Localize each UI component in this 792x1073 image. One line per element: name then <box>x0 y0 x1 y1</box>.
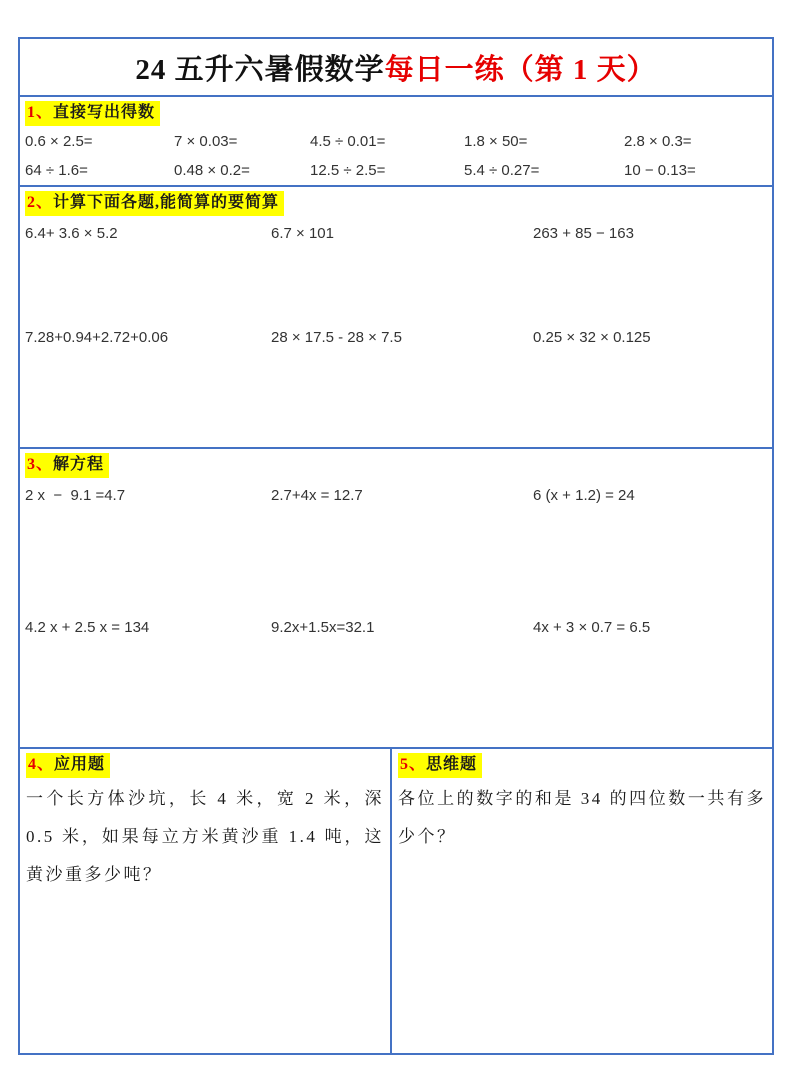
section-1-direct-answers <box>20 97 772 187</box>
section-4-header <box>26 753 110 778</box>
problem: 263 + 85 − 163 <box>533 225 634 242</box>
section-1-header <box>25 101 160 126</box>
problem: 10 − 0.13= <box>624 162 696 179</box>
section-3-title: 解方程 <box>53 456 105 473</box>
problem: 2.8 × 0.3= <box>624 133 692 150</box>
problem: 0.6 × 2.5= <box>25 133 93 150</box>
problem: 5.4 ÷ 0.27= <box>464 162 540 179</box>
section-4-title: 应用题 <box>54 756 106 773</box>
page-title-black: 24 五升六暑假数学 <box>135 53 385 86</box>
worksheet-table <box>18 37 774 1055</box>
section-1-row-2 <box>25 158 767 184</box>
section-2-row-1 <box>25 221 767 247</box>
section-1-number: 1、 <box>27 104 54 121</box>
section-2-number: 2、 <box>27 194 54 211</box>
problem: 64 ÷ 1.6= <box>25 162 88 179</box>
section-3-row-2 <box>25 615 767 641</box>
section-5-header <box>398 753 482 778</box>
problem: 6 (x + 1.2) = 24 <box>533 487 635 504</box>
section-5-number: 5、 <box>400 756 427 773</box>
problem: 6.4+ 3.6 × 5.2 <box>25 225 118 242</box>
section-2-row-2 <box>25 325 767 351</box>
problem: 4x + 3 × 0.7 = 6.5 <box>533 619 651 636</box>
page-title-red: 每日一练（第 1 天） <box>384 53 657 86</box>
section-2-calculation <box>20 187 772 449</box>
problem: 4.2 x + 2.5 x = 134 <box>25 619 150 636</box>
problem: 0.48 × 0.2= <box>174 162 250 179</box>
problem: 0.25 × 32 × 0.125 <box>533 329 651 346</box>
problem: 2.7+4x = 12.7 <box>271 487 363 504</box>
section-3-header <box>25 453 109 478</box>
section-4-5-row <box>20 749 772 1053</box>
problem: 28 × 17.5 - 28 × 7.5 <box>271 329 402 346</box>
problem: 1.8 × 50= <box>464 133 528 150</box>
section-2-header <box>25 191 284 216</box>
problem: 2 x − 9.1 =4.7 <box>25 487 126 504</box>
problem: 4.5 ÷ 0.01= <box>310 133 386 150</box>
section-4-text: 一个长方体沙坑，长 4 米，宽 2 米，深 0.5 米，如果每立方米黄沙重 1.4 吨，这黄沙重多少吨？ <box>26 789 384 884</box>
section-3-row-1 <box>25 483 767 509</box>
section-4-number: 4、 <box>28 756 55 773</box>
problem: 12.5 ÷ 2.5= <box>310 162 386 179</box>
section-5-thinking-problem <box>392 749 772 1053</box>
problem: 9.2x+1.5x=32.1 <box>271 619 375 636</box>
title-row <box>20 39 772 97</box>
section-5-title: 思维题 <box>426 756 478 773</box>
section-4-word-problem <box>20 749 392 1053</box>
section-3-number: 3、 <box>27 456 54 473</box>
section-1-title: 直接写出得数 <box>53 104 156 121</box>
section-1-row-1 <box>25 129 767 155</box>
section-5-text: 各位上的数字的和是 34 的四位数一共有多少个？ <box>398 789 766 846</box>
problem: 7 × 0.03= <box>174 133 238 150</box>
section-3-equations <box>20 449 772 749</box>
problem: 7.28+0.94+2.72+0.06 <box>25 329 169 346</box>
problem: 6.7 × 101 <box>271 225 334 242</box>
section-2-title: 计算下面各题,能简算的要简算 <box>53 194 280 211</box>
